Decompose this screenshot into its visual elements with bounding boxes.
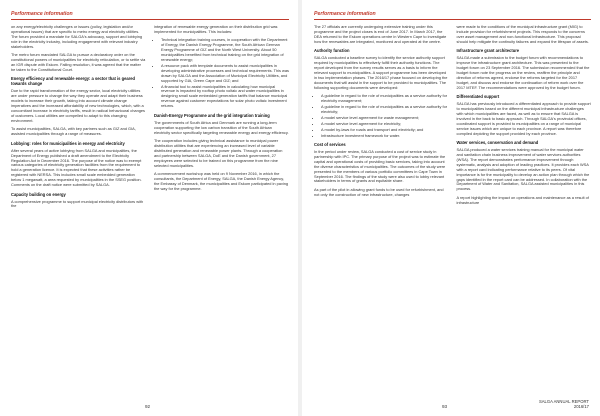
list-item: • A model service level agreement for waste management; (321, 116, 449, 121)
list-item: • A model by-laws for roads and transport and electricity; and (321, 128, 449, 133)
paragraph: SALGA made a submission to the budget forum with recommendations to improve the infrastructure grant architecture. This was presented to the budget forum on 23 September 2016. The submission recommended that the budget forum note the progress on the review, reaffirm the principle and direction of reforms agreed, endorse the reforms targeted for the 2017 budget, and discuss and endorse the continuation of reform work over the 2017 MTEF. The recommendations were approved by the budget forum. (456, 55, 590, 90)
paragraph: The governments of South Africa and Denmark are running a long-term cooperation supporting the low carbon transition of the South African electricity sector specifically targeting renewable energy and energy efficiency. (154, 119, 289, 135)
report-footer (539, 399, 589, 409)
paragraph: The 27 officials are currently undergoing extensive training under this programme and the project closes is end of June 2017. In March 2017, the DEA returned to the Eskom operations centre in Western Cape to investigate how the renewables are integrated, monitored and operated at the centre. (314, 24, 447, 44)
paragraph: on any energy/electricity challenges or issues (policy, legislation and/or operational issues) that are specific to metro energy and electricity utilities. The forum provided a mandate for SALGA's advocacy, support and lobbying role in the electricity industry, including engagement with relevant industry stakeholders. (11, 24, 143, 49)
list-item: • A model service level agreement for electricity; (321, 122, 449, 127)
section-heading: Capacity building on energy (11, 191, 66, 197)
list-item: • A guideline in regard to the role of municipalities as a service authority for electricity management; (321, 94, 449, 104)
section-heading: Water services, conservation and demand (456, 140, 539, 146)
column-2 (457, 25, 592, 209)
paragraph: The cooperation includes giving technical assistance to municipal power distribution utilities that are experiencing an increased level of variable distributed generation and renewable power plants. Through a cooperation and partnership between SALGA, DoE and the Danish government, 27 employees were selected to be trained on this programme from the nine selected municipalities. (154, 138, 283, 168)
left-page (0, 0, 298, 416)
list-item: • A guideline in regard to the role of municipalities as a service authority for electricity; (321, 105, 449, 115)
paragraph: As part of the pilot in allowing grant funds to be used for refurbishment, and not only the construction of new infrastructure, changes (314, 186, 444, 197)
page-number: 93 (442, 404, 448, 409)
paragraph: Due to the rapid transformation of the energy sector, local electricity utilities are under pressure to change the way they operate and adapt their business models to increase their growth, taking into account climate change imperatives and the increased affordability of new technologies, which, with a concomitant increase in electricity tariffs, result in radical behavioural changes of customers. Local utilities are compelled to adapt to this changing environment. (11, 88, 146, 123)
column-1 (314, 25, 449, 209)
section-heading: Energy efficiency and renewable energy: a sector that is geared towards change (11, 76, 135, 87)
running-header (314, 11, 591, 20)
section-heading: Infrastructure grant architecture (456, 48, 520, 54)
column-1 (11, 25, 146, 213)
paragraph: SALGA conducted a baseline survey to identify the service authority support required by municipalities to effectively fulfill their authority functions. The report developed from the survey results serves as a basis to inform the relevant support to municipalities. A support programme has been developed in two implementation phases. The 2016/17 phase focused on developing the documents that will assist in the support to be provided to municipalities. The following supporting documents were developed: (314, 55, 448, 90)
section-heading: Lobbying: roles for municipalities in energy and electricity (11, 140, 125, 146)
paragraph: After several years of active lobbying from SALGA and municipalities, the Department of Energy published a draft amendment to the Electricity Regulation Act in December 2016. The purpose of the notice was to exempt various categories of electricity generation facilities from the requirement to hold a generation licence. It is expected that these activities rather be registered with NERSA. This includes small scale embedded generation below 1 megawatt, a area requested by municipalities in the SSEG position. Comments on the draft notice were submitted by SALGA. (11, 147, 142, 188)
paragraph: SALGA has previously introduced a differentiated approach to provide support to municipalities based on the different municipal infrastructure challenges with which municipalities are faced, as well as to ensure that SALGA is involved in the back to basic approach. Through SALGA's provincial offices, coordinated support is provided to municipalities on a range of municipal service issues which are unique to each province. A report was therefore compiled depicting the support provided by each province. (456, 101, 591, 136)
column-2 (154, 25, 289, 213)
header-title: Performance information (314, 11, 376, 17)
header-rule (314, 19, 591, 20)
list-item: • Technical integration training courses, in cooperation with the Department of Energy, the Danish Energy Programme, the South African German Energy Programme of GIZ and the North West University. About 50 municipalities benefited from technical training on the grid integration of renewable energy; (161, 38, 289, 63)
paragraph: A comprehensive programme to support municipal electricity distributors with the (11, 198, 144, 209)
paragraph: SALGA produced a water services training manual for the municipal water and sanitation chain business improvement of water services authorities (WSA). The report demonstrates performance improvement through systematic, analysis and adoption of leading practices. It provides each WSA with a report card indicating performance relative to its peers. Of vital importance is for the municipality to develop an action plan through which the gaps identified in the report card can be addressed. In collaboration with the Department of Water and Sanitation, SALGA assisted municipalities in this process. (456, 147, 590, 192)
page-number: 92 (145, 404, 151, 409)
section-heading: Danish-Energy Programme and the grid integration training (154, 112, 270, 118)
paragraph: To assist municipalities, SALGA, with key partners such as GIZ and GIA, assisted municipalities through a range of measures. (11, 126, 136, 137)
section-heading: Differentiated support (456, 94, 500, 100)
right-page (302, 0, 600, 416)
section-heading: Authority function (314, 48, 350, 54)
text-columns (11, 25, 289, 213)
paragraph: were made to the conditions of the municipal infrastructure grant (MIG) to include provision for refurbishment projects. This responds to the concerns over asset management and non-functional infrastructure. This proposal should help mitigate the continuity failures and expand the lifespan of assets. (456, 24, 589, 44)
list-item: • A resource pack with template documents to assist municipalities in developing administrative processes and technical requirements. This was drawn by SALGA and the Association of Municipal Electricity Utilities, and supported by GIA, Green Cape and GIZ; and (161, 64, 289, 84)
paragraph: The metro forum mandated SALGA to pursue a declaratory order on the constitutional powers of municipalities for electricity reticulation, or to settle via an IGR dispute with Eskom. Failing resolution, it was agreed that the matter be taken to the Constitutional Court. (11, 52, 146, 72)
report-year: 2016/17 (573, 404, 589, 409)
report-title: SALGA ANNUAL REPORT (538, 399, 589, 404)
paragraph: A commencement workshop was held on 9 November 2016, in which the consultants, the Department of Energy, SALGA, the Danish Energy Agency, the Embassy of Denmark, the municipalities and Eskom participated in paving the way for the programme. (154, 171, 289, 191)
section-heading: Cost of services (314, 142, 346, 147)
paragraph: In the period under review, SALGA conducted a cost of service study in partnership with IPC. The primary purpose of the project was to estimate the capital and operational costs of providing basic services, taking into account the diverse characteristics of municipalities. The outcomes of the study were presented to the members of various portfolio committees in Cape Town in September 2016. The findings of the study were also used to lobby relevant stakeholders in terms of grants and equitable share. (314, 149, 446, 184)
list-item: • A financial tool to assist municipalities in calculating how municipal revenue is impacted by rooftop photo voltaic and water municipalities in designing small scale embedded generation tariffs that balance municipal revenue against customer expectations for solar photo voltaic investment returns. (161, 85, 289, 110)
header-rule (11, 19, 289, 20)
bullet-list (314, 94, 449, 138)
paragraph: integration of renewable energy generation on their distribution grid was implemented for municipalities. This includes: (154, 24, 278, 34)
paragraph: A report highlighting the impact on operations and maintenance as a result of infrastructure (456, 194, 589, 205)
bullet-list (154, 38, 289, 109)
text-columns (314, 25, 591, 209)
running-header (11, 11, 289, 20)
list-item: • Infrastructure investment framework for water. (321, 134, 449, 139)
header-title: Performance information (11, 11, 73, 17)
